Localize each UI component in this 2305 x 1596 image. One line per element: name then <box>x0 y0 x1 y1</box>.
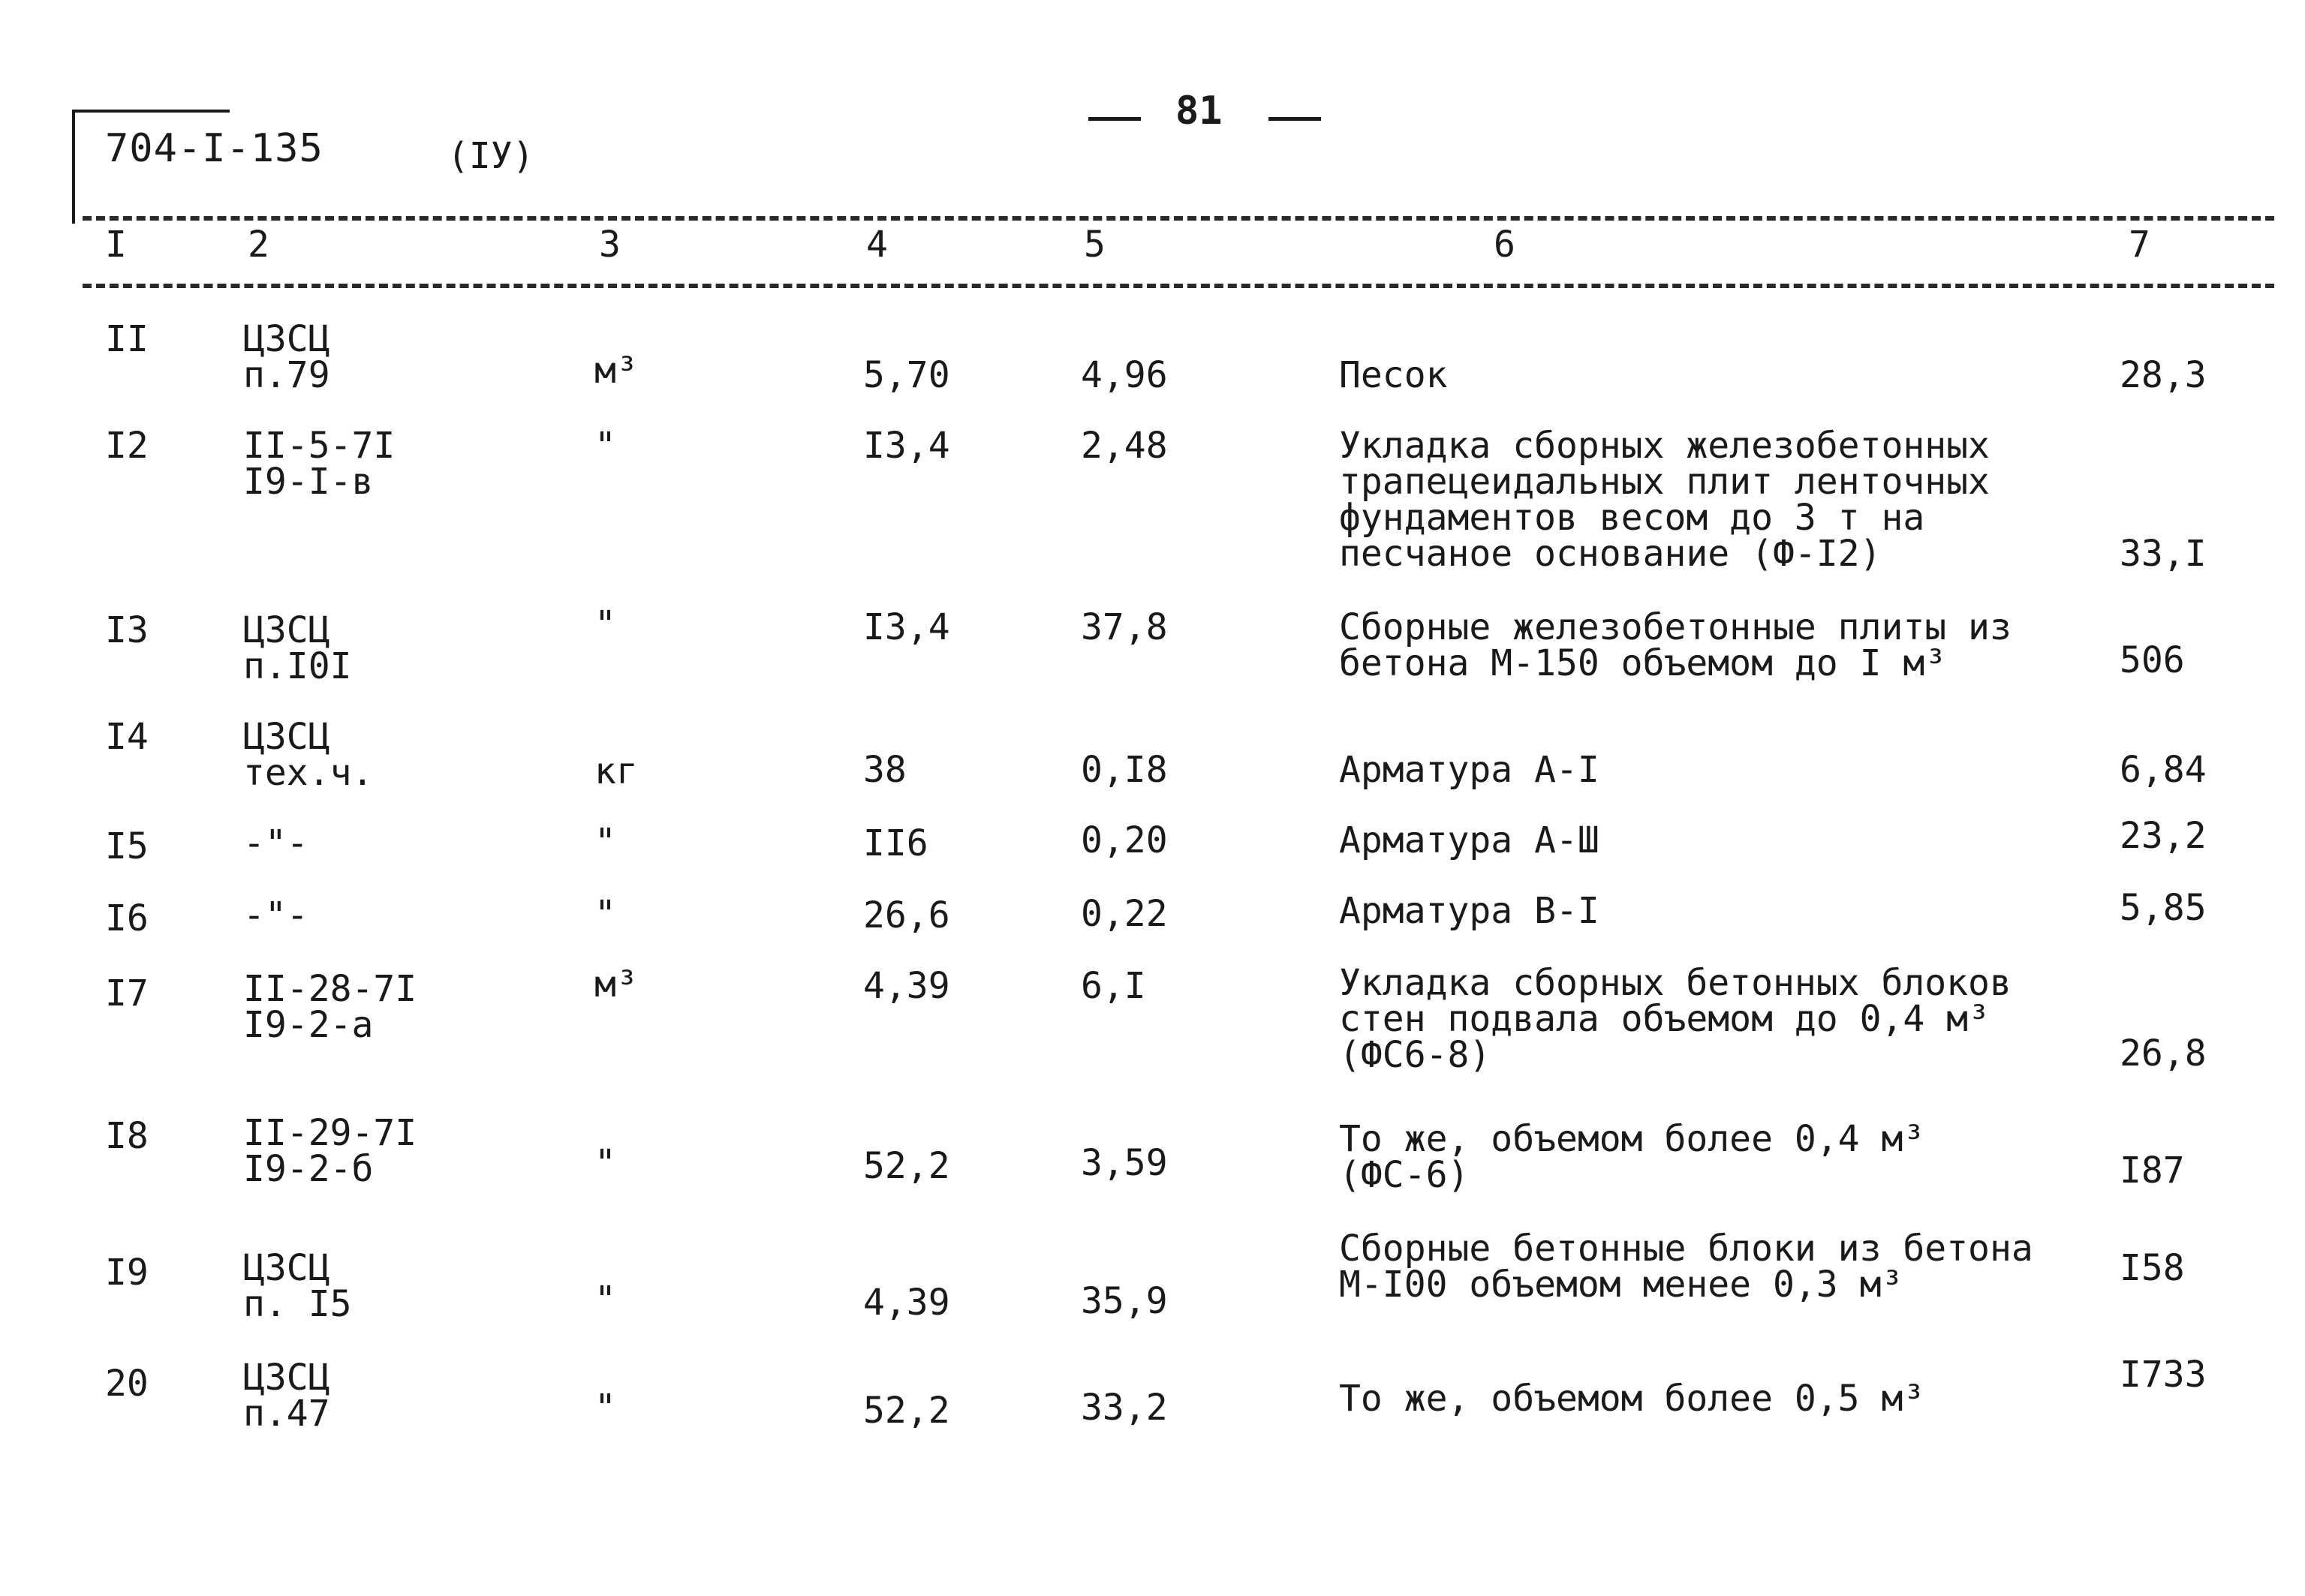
row-description: Сборные железобетонные плиты из бетона М-150 объемом до I м³ <box>1339 606 2012 684</box>
row-number: I3 <box>105 609 149 651</box>
row-total: 26,8 <box>2120 1032 2207 1075</box>
row-total: I733 <box>2120 1354 2207 1396</box>
row-quantity: 52,2 <box>863 1145 950 1187</box>
row-total: I87 <box>2120 1150 2185 1192</box>
row-price: 35,9 <box>1081 1280 1168 1322</box>
row-number: I9 <box>105 1252 149 1294</box>
row-unit: " <box>594 1387 616 1429</box>
table-rule-top <box>83 216 2274 221</box>
column-header-2: 2 <box>248 224 269 266</box>
row-total: 33,I <box>2120 533 2207 575</box>
row-total: 6,84 <box>2120 749 2207 791</box>
row-number: II <box>105 318 149 360</box>
column-header-5: 5 <box>1084 224 1106 266</box>
row-quantity: I3,4 <box>863 606 950 648</box>
row-quantity: 4,39 <box>863 965 950 1007</box>
row-total: I58 <box>2120 1247 2185 1289</box>
row-price: 6,I <box>1081 965 1146 1007</box>
row-unit: м³ <box>594 963 638 1005</box>
row-reference: ЦЗСЦ п.I0I <box>243 609 352 687</box>
row-number: I7 <box>105 972 149 1014</box>
document-number: 704-I-135 <box>105 126 323 171</box>
row-unit: " <box>594 425 616 467</box>
row-unit: " <box>594 1279 616 1321</box>
row-price: 0,I8 <box>1081 749 1168 791</box>
row-reference: II-28-7I I9-2-а <box>243 968 417 1046</box>
row-total: 5,85 <box>2120 887 2207 929</box>
row-quantity: 52,2 <box>863 1390 950 1432</box>
row-reference: II-5-7I I9-I-в <box>243 425 396 503</box>
row-description: Сборные бетонные блоки из бетона М-I00 объемом менее 0,3 м³ <box>1339 1228 2033 1306</box>
row-reference: -"- <box>243 894 308 936</box>
row-description: Укладка сборных железобетонных трапецеидальных плит ленточных фундаментов весом до 3 т на песчаное основание (Ф-I2) <box>1339 425 1990 575</box>
row-description: То же, объемом более 0,4 м³ (ФС-6) <box>1339 1118 1925 1196</box>
row-reference: ЦЗСЦ п.79 <box>243 318 330 396</box>
row-number: I6 <box>105 897 149 939</box>
row-unit: " <box>594 603 616 645</box>
row-description: Арматура А-I <box>1339 749 1599 791</box>
row-description: То же, объемом более 0,5 м³ <box>1339 1378 1925 1420</box>
row-price: 3,59 <box>1081 1142 1168 1184</box>
row-unit: " <box>594 821 616 863</box>
row-description: Арматура В-I <box>1339 890 1599 932</box>
column-header-1: I <box>105 224 127 266</box>
row-total: 28,3 <box>2120 354 2207 396</box>
row-quantity: 5,70 <box>863 354 950 396</box>
row-quantity: II6 <box>863 822 928 864</box>
row-price: 0,22 <box>1081 893 1168 935</box>
row-description: Арматура А-Ш <box>1339 819 1599 861</box>
corner-mark-horizontal <box>72 110 230 113</box>
document-section: (IУ) <box>447 135 534 177</box>
row-price: 4,96 <box>1081 354 1168 396</box>
row-total: 506 <box>2120 639 2185 681</box>
row-reference: -"- <box>243 822 308 864</box>
row-quantity: 4,39 <box>863 1282 950 1324</box>
row-unit: " <box>594 893 616 935</box>
page-dash-right <box>1268 117 1321 121</box>
row-unit: " <box>594 1142 616 1184</box>
row-number: I5 <box>105 825 149 867</box>
corner-mark-vertical <box>72 110 75 224</box>
row-price: 33,2 <box>1081 1387 1168 1429</box>
page-number: 81 <box>1175 89 1223 134</box>
row-price: 0,20 <box>1081 819 1168 861</box>
row-description: Песок <box>1339 354 1448 396</box>
row-description: Укладка сборных бетонных блоков стен подвала объемом до 0,4 м³ (ФС6-8) <box>1339 962 2012 1076</box>
row-number: I4 <box>105 716 149 758</box>
column-header-7: 7 <box>2129 224 2150 266</box>
row-price: 37,8 <box>1081 606 1168 648</box>
row-quantity: I3,4 <box>863 425 950 467</box>
row-number: I2 <box>105 425 149 467</box>
row-reference: II-29-7I I9-2-б <box>243 1112 417 1190</box>
row-unit: м³ <box>594 350 638 392</box>
row-reference: ЦЗСЦ тех.ч. <box>243 716 374 794</box>
row-reference: ЦЗСЦ п.47 <box>243 1357 330 1435</box>
column-header-6: 6 <box>1494 224 1515 266</box>
column-header-3: 3 <box>599 224 621 266</box>
row-unit: кг <box>594 750 638 792</box>
row-quantity: 26,6 <box>863 894 950 936</box>
row-reference: ЦЗСЦ п. I5 <box>243 1247 352 1325</box>
row-price: 2,48 <box>1081 425 1168 467</box>
page-dash-left <box>1088 117 1141 121</box>
row-total: 23,2 <box>2120 815 2207 857</box>
row-quantity: 38 <box>863 749 907 791</box>
row-number: I8 <box>105 1115 149 1157</box>
table-rule-bottom <box>83 284 2274 288</box>
column-header-4: 4 <box>866 224 888 266</box>
row-number: 20 <box>105 1363 149 1405</box>
